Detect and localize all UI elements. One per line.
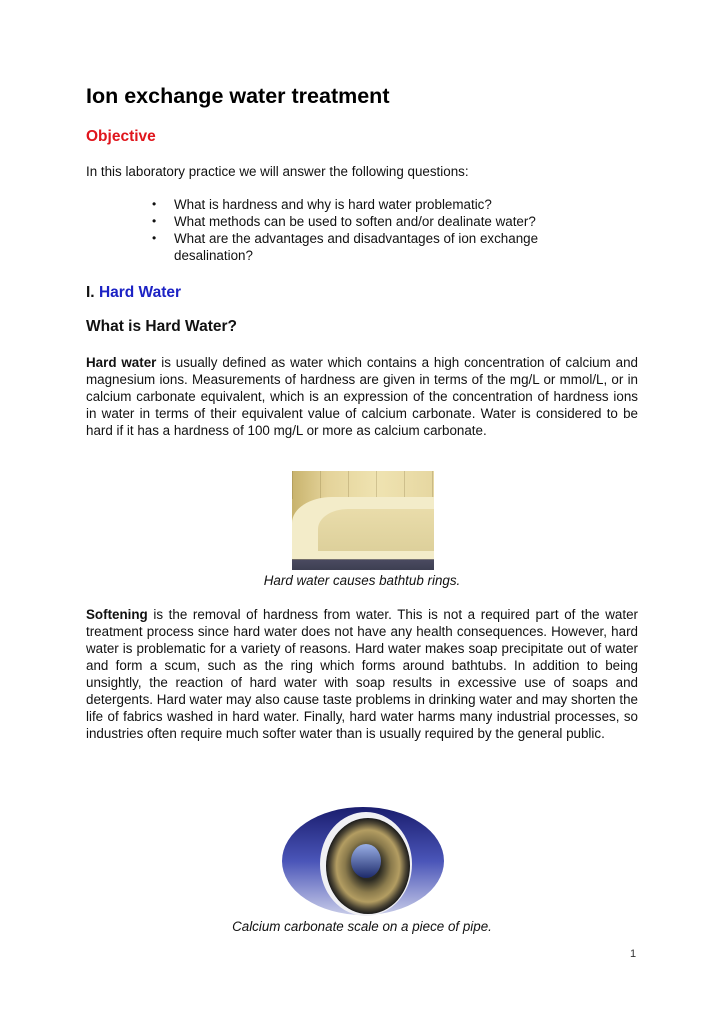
figure-pipe — [86, 806, 638, 934]
paragraph-softening — [86, 606, 638, 742]
section-number: I. — [86, 284, 95, 301]
subheading: What is Hard Water? — [86, 318, 237, 335]
pipe-bore — [351, 844, 381, 878]
pipe-scale-image — [282, 806, 444, 916]
list-item — [152, 213, 594, 230]
question-text: What are the advantages and disadvantages of ion exchange desalination? — [174, 231, 539, 263]
figure-bathtub — [86, 471, 638, 588]
bullet-icon: • — [152, 231, 157, 245]
term-hard-water: Hard water — [86, 355, 157, 370]
bathtub-image — [292, 471, 434, 570]
objective-heading: Objective — [86, 128, 156, 145]
bullet-icon: • — [152, 197, 157, 211]
term-softening: Softening — [86, 607, 148, 622]
page-number: 1 — [630, 948, 637, 960]
figure-caption: Calcium carbonate scale on a piece of pipe. — [232, 919, 492, 934]
list-item — [152, 196, 594, 213]
list-item — [152, 230, 594, 264]
section-label: Hard Water — [98, 284, 182, 301]
paragraph-body: is usually defined as water which contains a high concentration of calcium and magnesium ions. Measurements of hardness are given in terms of the mg/L or mmol/L, or in calcium carbonate equivalent, which is an expression of the concentration of hardness ions in water in terms of their equivalent value of calcium carbonate. Water is considered to be hard if it has a hardness of 100 mg/L or more as calcium carbonate. — [86, 355, 638, 438]
document-title: Ion exchange water treatment — [86, 84, 390, 108]
paragraph-body: is the removal of hardness from water. This is not a required part of the water treatment process since hard water does not have any health consequences. However, hard water is problematic for a variety of reasons. Hard water makes soap precipitate out of water and form a scum, such as the ring which forms around bathtubs. In addition to being unsightly, the reaction of hard water with soap results in excessive use of soaps and detergents. Hard water may also cause taste problems in drinking water and may shorten the life of fabrics washed in hard water. Finally, hard water harms many industrial processes, so industries often require much softer water than is usually required by the general public. — [86, 607, 638, 741]
paragraph-hard-water — [86, 354, 638, 439]
question-text: What is hardness and why is hard water problematic? — [174, 197, 492, 212]
section-heading — [86, 284, 181, 302]
tub-basin — [318, 509, 434, 551]
tile-wall — [292, 471, 434, 499]
figure-caption: Hard water causes bathtub rings. — [263, 573, 461, 588]
intro-text: In this laboratory practice we will answer the following questions: — [86, 164, 469, 179]
questions-list — [152, 196, 594, 264]
bullet-icon: • — [152, 214, 157, 228]
question-text: What methods can be used to soften and/or dealinate water? — [174, 214, 536, 229]
